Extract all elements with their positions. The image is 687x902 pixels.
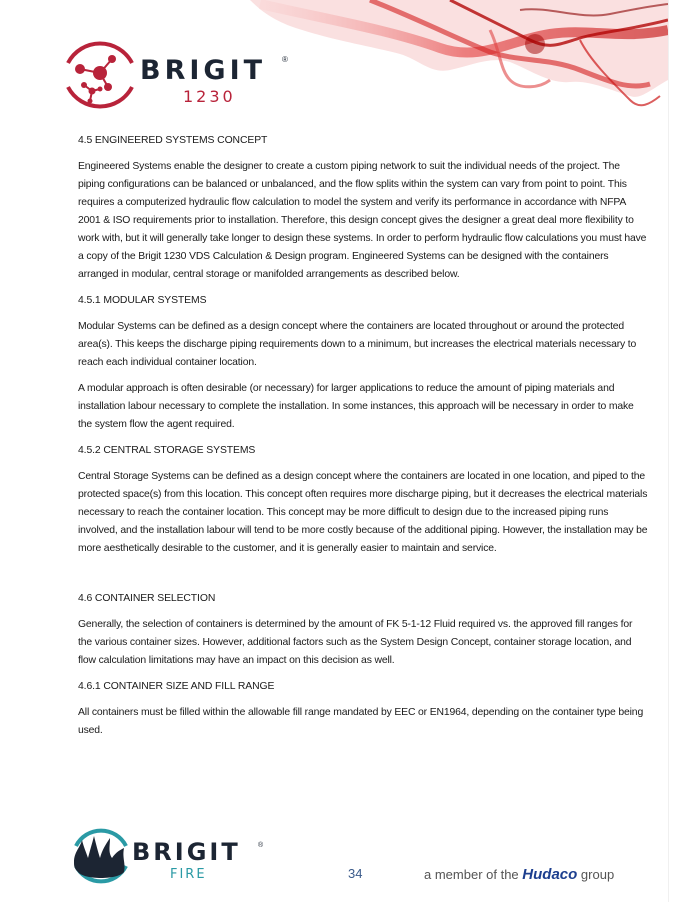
product-name: 1230	[183, 87, 236, 106]
section-heading: 4.5.2 CENTRAL STORAGE SYSTEMS	[78, 445, 256, 456]
product-name: FIRE	[170, 867, 207, 882]
document-body	[78, 132, 648, 748]
paragraph: Central Storage Systems can be defined as a design concept where the containers are located in one location, and piped to the protected space(s) from this location. This concept often requires more discharge piping, but it decreases the electrical materials necessary to reach the container location. This concept may be more difficult to design due to the increased piping runs involved, and the installation labour will tend to be more costly because of the additional piping. However, the installation may be more aesthetically desirable to the customer, and it is generally easier to maintain and service.	[78, 471, 648, 554]
hudaco-logo: Hudaco	[522, 866, 578, 883]
paragraph: A modular approach is often desirable (or necessary) for larger applications to reduce the amount of piping materials and installation labour necessary to complete the installation. In some instances, this approach will be necessary in order to make the system flow the agent required.	[78, 383, 634, 430]
section-heading: 4.6 CONTAINER SELECTION	[78, 593, 216, 604]
section-heading: 4.6.1 CONTAINER SIZE AND FILL RANGE	[78, 681, 275, 692]
paragraph: Engineered Systems enable the designer to create a custom piping network to suit the individual needs of the project. The piping configurations can be balanced or unbalanced, and the flow splits within the system can vary from point to point. This requires a computerized hydraulic flow calculation to model the system and verify its performance in accordance with NFPA 2001 & ISO requirements prior to installation. Therefore, this design concept gives the designer a great deal more flexibility to work with, but it will generally take longer to design these systems. In order to perform hydraulic flow calculations you must have a copy of the Brigit 1230 VDS Calculation & Design program. Engineered Systems can be designed with the containers arranged in modular, central storage or manifolded arrangements as described below.	[78, 161, 647, 280]
spacer	[78, 566, 648, 590]
paragraph: Generally, the selection of containers is determined by the amount of FK 5-1-12 Fluid required vs. the approved fill ranges for the various container sizes. However, additional factors such as the System Design Concept, container storage location, and flow calculation limitations may have an impact on this decision as well.	[78, 619, 633, 666]
page-edge	[668, 0, 687, 902]
section-heading: 4.5 ENGINEERED SYSTEMS CONCEPT	[78, 135, 268, 146]
flame-icon	[68, 822, 134, 888]
brigit-fire-logo	[68, 822, 278, 887]
brand-name: BRIGIT	[132, 838, 241, 866]
molecule-icon	[60, 35, 140, 115]
brigit-1230-logo	[60, 35, 310, 115]
page-number: 34	[348, 866, 363, 881]
registered-mark: ®	[282, 55, 288, 64]
paragraph: Modular Systems can be defined as a design concept where the containers are located throughout or around the protected area(s). This keeps the discharge piping requirements down to a minimum, but increases the electrical materials necessary to reach each individual container location.	[78, 321, 637, 368]
member-prefix: a member of the	[424, 867, 519, 882]
red-smoke-image	[250, 0, 668, 120]
brand-name: BRIGIT	[140, 55, 267, 86]
member-tagline	[424, 866, 614, 883]
registered-mark: ®	[258, 842, 264, 849]
member-suffix: group	[580, 867, 615, 882]
section-heading: 4.5.1 MODULAR SYSTEMS	[78, 295, 207, 306]
paragraph: All containers must be filled within the allowable fill range mandated by EEC or EN1964, depending on the container type being used.	[78, 707, 644, 736]
